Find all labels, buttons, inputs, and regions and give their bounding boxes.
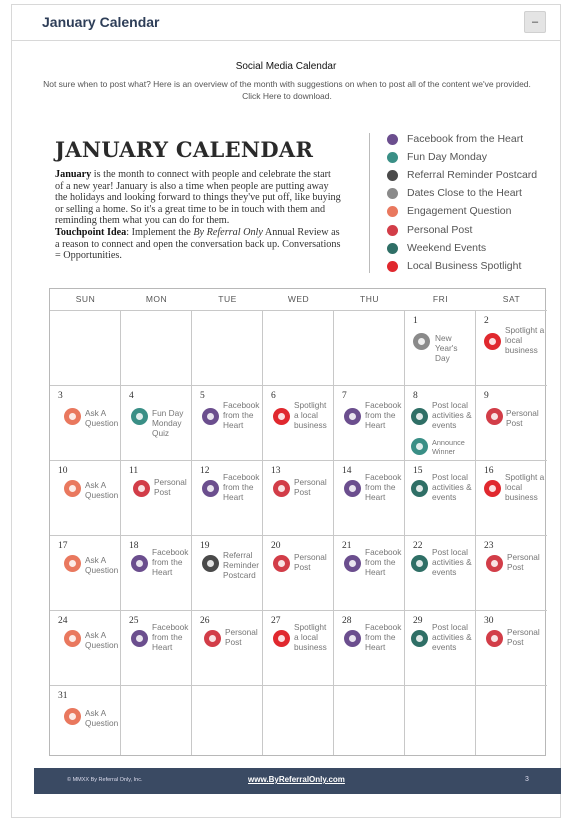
person-icon — [486, 630, 503, 647]
calendar-day-cell — [334, 610, 405, 685]
intro-text: is the month to connect with people and celebrate the start of a new year! January is also a time when people are putting away the holidays and looking forward to things they've put off, like buying or selling a home. So it's a great time to be in touch with them and reminding them what you can do for them. — [55, 169, 341, 227]
event-label: Spotlight a local business — [505, 472, 545, 502]
event-label: Ask A Question — [85, 630, 119, 650]
spotlight-icon — [484, 333, 501, 350]
smile-icon — [131, 408, 148, 425]
event-label: Personal Post — [294, 552, 327, 572]
calendar-day-cell — [50, 385, 121, 460]
day-number: 30 — [484, 616, 494, 626]
panel-title: January Calendar — [42, 14, 160, 30]
heart-hand-icon — [202, 480, 219, 497]
day-number: 3 — [58, 391, 63, 401]
calendar-day-cell — [405, 385, 476, 460]
person-icon — [273, 480, 290, 497]
weekday-header: SAT — [502, 294, 521, 304]
legend-label: Fun Day Monday — [407, 151, 487, 164]
event-label: Facebook from the Heart — [223, 400, 260, 430]
desc-text-end: to download. — [281, 91, 332, 101]
social-media-title: Social Media Calendar — [235, 61, 337, 72]
calendar-icon — [411, 630, 428, 647]
calendar-day-cell — [405, 535, 476, 610]
calendar-icon — [411, 555, 428, 572]
day-number: 12 — [200, 466, 210, 476]
calendar-day-cell — [50, 685, 121, 755]
event-label: Facebook from the Heart — [152, 622, 189, 652]
calendar-icon — [411, 480, 428, 497]
calendar-panel — [11, 4, 561, 818]
day-number: 6 — [271, 391, 276, 401]
day-number: 17 — [58, 541, 68, 551]
download-link[interactable]: Click Here — [242, 91, 282, 101]
calendar-day-cell — [263, 535, 334, 610]
calendar-day-cell — [405, 310, 476, 385]
calendar-day-cell — [334, 385, 405, 460]
spotlight-icon — [387, 261, 398, 272]
day-number: 11 — [129, 466, 139, 476]
calendar-day-cell — [192, 535, 263, 610]
event-label: Ask A Question — [85, 708, 119, 728]
flag-icon — [413, 333, 430, 350]
collapse-button[interactable]: – — [524, 11, 546, 33]
event-label: Facebook from the Heart — [223, 472, 260, 502]
event-label: Fun Day Monday Quiz — [152, 408, 184, 438]
weekday-header: FRI — [432, 294, 449, 304]
event-label: Spotlight a local business — [294, 400, 327, 430]
heart-hand-icon — [344, 630, 361, 647]
social-media-description — [34, 78, 540, 102]
weekday-header: MON — [145, 294, 168, 304]
footer-website-link[interactable]: www.ByReferralOnly.com — [248, 775, 345, 784]
event-label: Facebook from the Heart — [365, 472, 402, 502]
document-title: JANUARY CALENDAR — [55, 137, 314, 162]
day-number: 5 — [200, 391, 205, 401]
calendar-day-cell — [50, 460, 121, 535]
spotlight-icon — [484, 480, 501, 497]
touchpoint-text: : Implement the — [126, 226, 194, 238]
legend-label: Local Business Spotlight — [407, 259, 522, 272]
question-icon — [387, 206, 398, 217]
day-number: 16 — [484, 466, 494, 476]
question-icon — [64, 408, 81, 425]
calendar-day-cell — [121, 535, 192, 610]
intro-paragraph — [55, 169, 341, 262]
event-label: Ask A Question — [85, 408, 119, 428]
day-number: 19 — [200, 541, 210, 551]
event-label: Ask A Question — [85, 555, 119, 575]
day-number: 15 — [413, 466, 423, 476]
day-number: 4 — [129, 391, 134, 401]
footer-page-number: 3 — [525, 776, 529, 783]
calendar-day-cell — [192, 610, 263, 685]
legend-label: Dates Close to the Heart — [407, 187, 522, 200]
heart-hand-icon — [131, 555, 148, 572]
event-label: Post local activities & events — [432, 547, 472, 577]
day-number: 31 — [58, 691, 68, 701]
calendar-day-cell — [334, 460, 405, 535]
day-number: 28 — [342, 616, 352, 626]
calendar-day-cell — [121, 385, 192, 460]
calendar-empty-cell — [121, 685, 192, 755]
person-icon — [486, 555, 503, 572]
calendar-day-cell — [334, 535, 405, 610]
legend-label: Personal Post — [407, 223, 473, 236]
event-label: Personal Post — [294, 477, 327, 497]
event-label: Personal Post — [507, 552, 540, 572]
heart-hand-icon — [387, 134, 398, 145]
calendar-day-cell — [50, 610, 121, 685]
weekday-header: SUN — [75, 294, 96, 304]
weekday-header: WED — [287, 294, 310, 304]
person-icon — [486, 408, 503, 425]
calendar-day-cell — [405, 610, 476, 685]
person-icon — [204, 630, 221, 647]
calendar-empty-cell — [334, 685, 405, 755]
calendar-empty-cell — [263, 685, 334, 755]
postcard-icon — [202, 555, 219, 572]
calendar-empty-cell — [192, 310, 263, 385]
person-icon — [387, 225, 398, 236]
day-number: 29 — [413, 616, 423, 626]
day-number: 27 — [271, 616, 281, 626]
heart-hand-icon — [344, 555, 361, 572]
smile-icon — [411, 438, 428, 455]
question-icon — [64, 708, 81, 725]
intro-month: January — [55, 169, 92, 180]
event-label: Personal Post — [225, 627, 258, 647]
day-number: 21 — [342, 541, 352, 551]
calendar-empty-cell — [334, 310, 405, 385]
event-label: Facebook from the Heart — [365, 547, 402, 577]
event-label: Personal Post — [154, 477, 187, 497]
event-label: Facebook from the Heart — [365, 400, 402, 430]
legend-label: Engagement Question — [407, 205, 512, 218]
calendar-empty-cell — [192, 685, 263, 755]
day-number: 9 — [484, 391, 489, 401]
touchpoint-italic: By Referral Only — [193, 226, 263, 238]
person-icon — [273, 555, 290, 572]
day-number: 20 — [271, 541, 281, 551]
calendar-empty-cell — [50, 310, 121, 385]
spotlight-icon — [273, 408, 290, 425]
day-number: 7 — [342, 391, 347, 401]
calendar-day-cell — [192, 460, 263, 535]
event-label: Spotlight a local business — [505, 325, 545, 355]
day-number: 22 — [413, 541, 423, 551]
legend-label: Weekend Events — [407, 241, 487, 254]
calendar-day-cell — [192, 385, 263, 460]
question-icon — [64, 555, 81, 572]
touchpoint-text-end: Annual Review as a reason to connect and open the conversation back up. Conversations = Opportunities. — [55, 226, 341, 262]
flag-icon — [387, 188, 398, 199]
desc-text: Not sure when to post what? Here is an overview of the month with suggestions on when to post all of the content we've provided. — [43, 79, 531, 89]
calendar-day-cell — [476, 610, 547, 685]
postcard-icon — [387, 170, 398, 181]
legend-label: Referral Reminder Postcard — [407, 169, 538, 182]
document-footer — [34, 768, 561, 794]
heart-hand-icon — [344, 480, 361, 497]
day-number: 24 — [58, 616, 68, 626]
question-icon — [64, 480, 81, 497]
day-number: 13 — [271, 466, 281, 476]
calendar-day-cell — [476, 460, 547, 535]
event-label: Announce Winner — [432, 438, 465, 456]
event-label: Facebook from the Heart — [152, 547, 189, 577]
day-number: 14 — [342, 466, 352, 476]
calendar-day-cell — [263, 610, 334, 685]
event-label: Post local activities & events — [432, 622, 472, 652]
calendar-day-cell — [263, 460, 334, 535]
footer-copyright: © MMXX By Referral Only, Inc. — [67, 777, 143, 783]
heart-hand-icon — [344, 408, 361, 425]
day-number: 23 — [484, 541, 494, 551]
event-label: New Year's Day — [435, 333, 458, 363]
calendar-day-cell — [263, 385, 334, 460]
weekday-header: THU — [360, 294, 379, 304]
calendar-icon — [387, 243, 398, 254]
smile-icon — [387, 152, 398, 163]
heart-hand-icon — [131, 630, 148, 647]
calendar-day-cell — [50, 535, 121, 610]
legend-label: Facebook from the Heart — [407, 133, 524, 145]
event-label: Personal Post — [507, 627, 540, 647]
calendar-empty-cell — [405, 685, 476, 755]
heart-hand-icon — [202, 408, 219, 425]
calendar-day-cell — [476, 310, 547, 385]
weekday-header: TUE — [218, 294, 237, 304]
day-number: 10 — [58, 466, 68, 476]
calendar-grid — [49, 288, 546, 756]
person-icon — [133, 480, 150, 497]
calendar-empty-cell — [476, 685, 547, 755]
event-label: Post local activities & events — [432, 472, 472, 502]
day-number: 26 — [200, 616, 210, 626]
calendar-day-cell — [121, 610, 192, 685]
day-number: 1 — [413, 316, 418, 326]
day-number: 8 — [413, 391, 418, 401]
calendar-day-cell — [476, 385, 547, 460]
question-icon — [64, 630, 81, 647]
event-label: Ask A Question — [85, 480, 119, 500]
touchpoint-label: Touchpoint Idea — [55, 226, 127, 238]
calendar-empty-cell — [121, 310, 192, 385]
day-number: 18 — [129, 541, 139, 551]
legend-divider — [369, 133, 370, 273]
calendar-document — [34, 123, 561, 813]
event-label: Personal Post — [506, 408, 539, 428]
event-label: Post local activities & events — [432, 400, 472, 430]
event-label: Spotlight a local business — [294, 622, 327, 652]
day-number: 25 — [129, 616, 139, 626]
day-number: 2 — [484, 316, 489, 326]
event-label: Referral Reminder Postcard — [223, 550, 259, 580]
calendar-day-cell — [476, 535, 547, 610]
calendar-icon — [411, 408, 428, 425]
calendar-day-cell — [405, 460, 476, 535]
spotlight-icon — [273, 630, 290, 647]
panel-header — [12, 5, 560, 41]
calendar-day-cell — [121, 460, 192, 535]
calendar-empty-cell — [263, 310, 334, 385]
event-label: Facebook from the Heart — [365, 622, 402, 652]
